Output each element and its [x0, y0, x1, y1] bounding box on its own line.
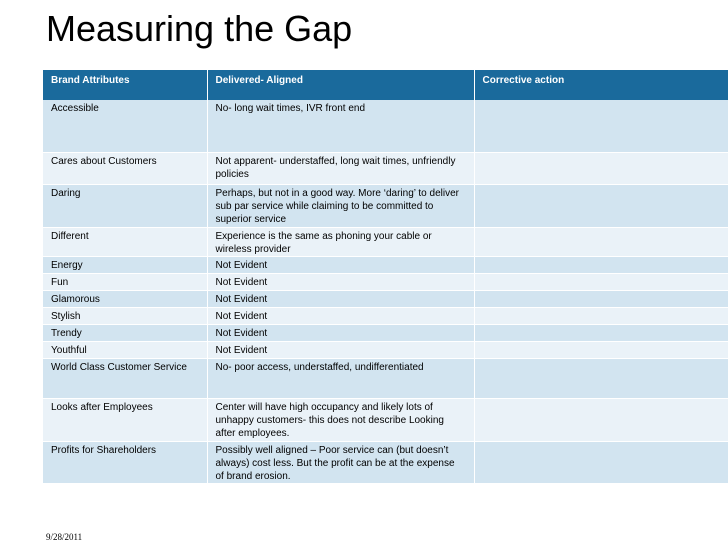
- cell-delivered: No- poor access, understaffed, undifferentiated: [207, 358, 474, 398]
- table-row: [43, 441, 728, 483]
- cell-attribute: Stylish: [43, 307, 207, 324]
- cell-delivered: Not Evident: [207, 341, 474, 358]
- table-row: [43, 273, 728, 290]
- table-row: [43, 256, 728, 273]
- cell-delivered: Not Evident: [207, 307, 474, 324]
- cell-attribute: World Class Customer Service: [43, 358, 207, 398]
- table-row: [43, 358, 728, 398]
- cell-corrective: [474, 341, 728, 358]
- cell-delivered: Experience is the same as phoning your cable or wireless provider: [207, 227, 474, 256]
- cell-corrective: [474, 290, 728, 307]
- cell-delivered: Perhaps, but not in a good way. More ‘daring’ to deliver sub par service while claiming to be committed to superior service: [207, 184, 474, 227]
- cell-attribute: Energy: [43, 256, 207, 273]
- table-row: [43, 398, 728, 441]
- cell-attribute: Fun: [43, 273, 207, 290]
- cell-delivered: Not Evident: [207, 256, 474, 273]
- cell-attribute: Different: [43, 227, 207, 256]
- cell-delivered: Not apparent- understaffed, long wait times, unfriendly policies: [207, 152, 474, 184]
- cell-corrective: [474, 152, 728, 184]
- cell-corrective: [474, 184, 728, 227]
- footer-date: 9/28/2011: [46, 532, 83, 542]
- cell-delivered: Center will have high occupancy and likely lots of unhappy customers- this does not describe Looking after employees.: [207, 398, 474, 441]
- cell-delivered: Not Evident: [207, 290, 474, 307]
- table-row: [43, 324, 728, 341]
- cell-delivered: Possibly well aligned – Poor service can (but doesn’t always) cost less. But the profit can be at the expense of brand erosion.: [207, 441, 474, 483]
- cell-attribute: Accessible: [43, 100, 207, 152]
- cell-corrective: [474, 324, 728, 341]
- table-row: [43, 100, 728, 152]
- cell-attribute: Profits for Shareholders: [43, 441, 207, 483]
- header-delivered-aligned: Delivered- Aligned: [207, 70, 474, 100]
- cell-attribute: Trendy: [43, 324, 207, 341]
- cell-attribute: Glamorous: [43, 290, 207, 307]
- gap-table: [43, 70, 728, 484]
- cell-corrective: [474, 307, 728, 324]
- cell-delivered: No- long wait times, IVR front end: [207, 100, 474, 152]
- table-row: [43, 152, 728, 184]
- table-row: [43, 307, 728, 324]
- cell-corrective: [474, 273, 728, 290]
- table-row: [43, 290, 728, 307]
- cell-attribute: Looks after Employees: [43, 398, 207, 441]
- cell-corrective: [474, 227, 728, 256]
- table-row: [43, 184, 728, 227]
- slide-title: Measuring the Gap: [46, 8, 353, 49]
- cell-attribute: Youthful: [43, 341, 207, 358]
- cell-corrective: [474, 100, 728, 152]
- cell-corrective: [474, 256, 728, 273]
- cell-attribute: Daring: [43, 184, 207, 227]
- header-corrective-action: Corrective action: [474, 70, 728, 100]
- table-row: [43, 341, 728, 358]
- cell-corrective: [474, 398, 728, 441]
- header-brand-attributes: Brand Attributes: [43, 70, 207, 100]
- cell-corrective: [474, 441, 728, 483]
- cell-delivered: Not Evident: [207, 324, 474, 341]
- table-header-row: [43, 70, 728, 100]
- cell-corrective: [474, 358, 728, 398]
- table-row: [43, 227, 728, 256]
- cell-attribute: Cares about Customers: [43, 152, 207, 184]
- cell-delivered: Not Evident: [207, 273, 474, 290]
